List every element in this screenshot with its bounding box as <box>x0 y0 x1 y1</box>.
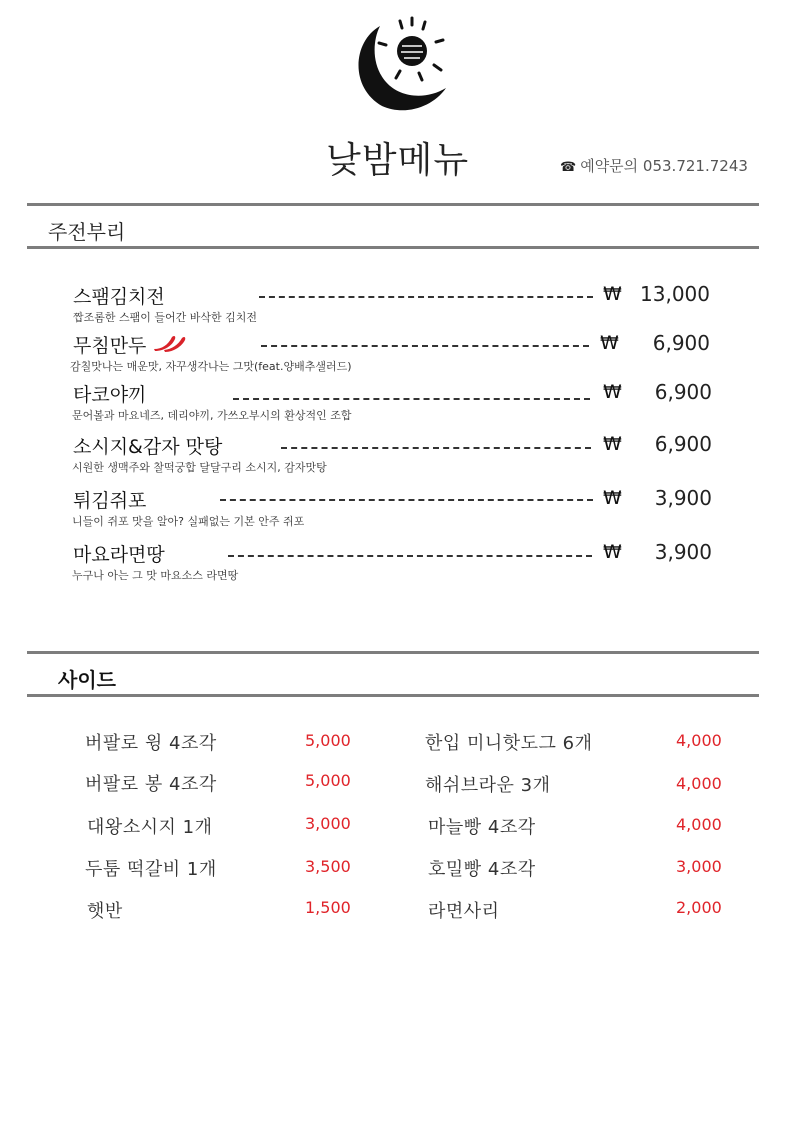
side-item-name: 마늘빵 4조각 <box>428 817 536 838</box>
currency-symbol: ₩ <box>603 433 622 455</box>
dotted-leader <box>259 296 593 298</box>
currency-symbol: ₩ <box>603 541 622 563</box>
currency-symbol: ₩ <box>603 283 622 305</box>
side-item-name: 해쉬브라운 3개 <box>425 775 551 796</box>
menu-item-name: 무침만두 <box>73 335 147 357</box>
section-divider <box>27 694 759 697</box>
side-item-name: 한입 미니핫도그 6개 <box>425 733 593 754</box>
side-item-name: 대왕소시지 1개 <box>87 817 213 838</box>
currency-symbol: ₩ <box>603 487 622 509</box>
side-item-price: 4,000 <box>676 731 722 750</box>
menu-item-price: 6,900 <box>654 380 712 404</box>
reservation-phone <box>560 155 748 176</box>
telephone-icon: ☎ <box>560 160 577 175</box>
side-item-name: 햇반 <box>87 901 123 922</box>
side-item-name: 버팔로 윙 4조각 <box>85 733 217 754</box>
menu-item-desc: 니들이 쥐포 맛을 알아? 실패없는 기본 안주 쥐포 <box>72 515 305 528</box>
dotted-leader <box>220 499 593 501</box>
side-item-price: 4,000 <box>676 815 722 834</box>
side-item-price: 2,000 <box>676 898 722 917</box>
side-item-name: 버팔로 봉 4조각 <box>85 774 217 795</box>
menu-item-price: 6,900 <box>652 331 710 355</box>
menu-item-name: 튀김쥐포 <box>73 490 147 512</box>
phone-text: 예약문의 053.721.7243 <box>580 157 748 175</box>
moon-sun-logo <box>346 16 454 116</box>
section-divider <box>27 246 759 249</box>
page-title: 낮밤메뉴 <box>326 140 470 181</box>
section-divider <box>27 651 759 654</box>
dotted-leader <box>261 345 589 347</box>
menu-item-desc: 누구나 아는 그 맛 마요소스 라면땅 <box>72 569 239 582</box>
side-item-price: 5,000 <box>305 771 351 790</box>
menu-item-price: 3,900 <box>654 540 712 564</box>
chili-pepper-icon <box>152 333 186 353</box>
dotted-leader <box>281 447 591 449</box>
side-item-name: 두툼 떡갈비 1개 <box>85 859 217 880</box>
currency-symbol: ₩ <box>600 332 619 354</box>
menu-item-desc: 시원한 생맥주와 찰떡궁합 달달구리 소시지, 감자맛탕 <box>72 461 327 474</box>
menu-item-desc: 문어볼과 마요네즈, 데리야끼, 가쓰오부시의 환상적인 조합 <box>72 409 352 422</box>
section-title-side: 사이드 <box>58 668 116 692</box>
menu-item-name: 소시지&감자 맛탕 <box>73 436 223 458</box>
side-item-price: 3,500 <box>305 857 351 876</box>
side-item-price: 4,000 <box>676 774 722 793</box>
currency-symbol: ₩ <box>603 381 622 403</box>
side-item-price: 3,000 <box>676 857 722 876</box>
side-item-price: 5,000 <box>305 731 351 750</box>
menu-item-name: 스팸김치전 <box>73 286 165 308</box>
menu-item-desc: 감칠맛나는 매운맛, 자꾸생각나는 그맛(feat.양배추샐러드) <box>70 360 352 373</box>
section-title-main: 주전부리 <box>48 220 126 244</box>
side-item-price: 3,000 <box>305 814 351 833</box>
menu-item-desc: 짭조롬한 스팸이 들어간 바삭한 김치전 <box>73 311 258 324</box>
dotted-leader <box>233 398 590 400</box>
side-item-price: 1,500 <box>305 898 351 917</box>
menu-item-name: 타코야끼 <box>73 384 147 406</box>
menu-item-name: 마요라면땅 <box>73 544 165 566</box>
dotted-leader <box>228 555 592 557</box>
section-divider <box>27 203 759 206</box>
menu-item-price: 3,900 <box>654 486 712 510</box>
side-item-name: 라면사리 <box>428 901 500 922</box>
side-item-name: 호밀빵 4조각 <box>428 859 536 880</box>
menu-item-price: 6,900 <box>654 432 712 456</box>
menu-item-price: 13,000 <box>640 282 710 306</box>
